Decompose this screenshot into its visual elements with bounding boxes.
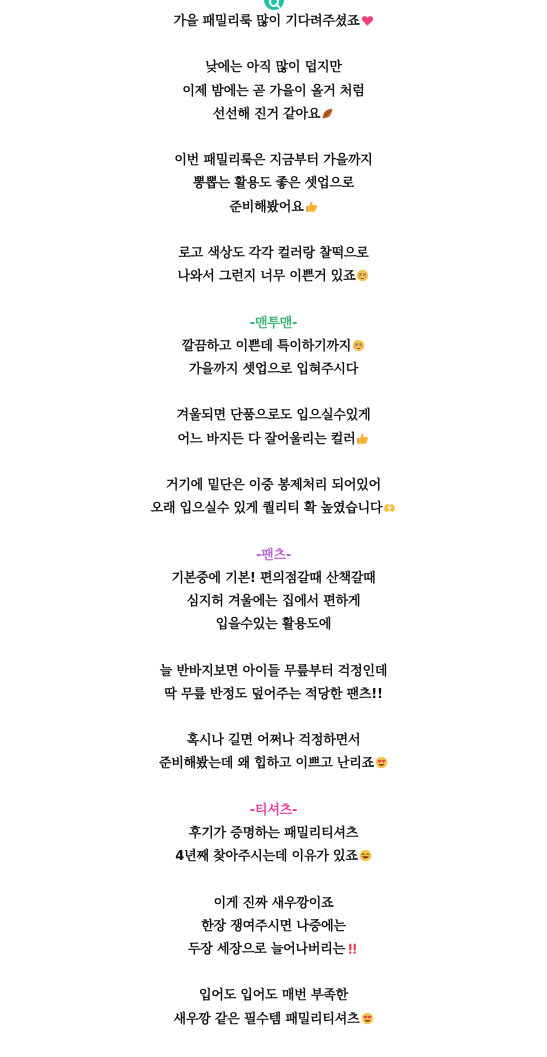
grinning-face-icon bbox=[359, 849, 372, 862]
double-exclamation-icon bbox=[346, 942, 359, 955]
intro-line-8: 로고 색상도 각각 컬러랑 찰떡으로 bbox=[178, 245, 369, 261]
heart-eyes-icon bbox=[375, 756, 388, 769]
flushed-face-icon bbox=[356, 269, 369, 282]
mantoman-line-5: 거기에 밑단은 이중 봉제처리 되어있어 bbox=[165, 477, 382, 493]
mantoman-heading: -맨투맨- bbox=[249, 315, 298, 331]
tshirts-line-6: 입어도 입어도 매번 부족한 bbox=[199, 988, 348, 1004]
post-body bbox=[0, 10, 547, 1031]
intro-line-1: 가을 패밀리룩 많이 기다려주셨죠 bbox=[0, 10, 547, 33]
pants-line-5: 딱 무릎 반정도 덮어주는 적당한 팬츠!! bbox=[164, 686, 383, 702]
intro-line-7: 준비해봤어요 bbox=[0, 196, 547, 219]
tshirts-line-4: 한장 쟁여주시면 나중에는 bbox=[201, 918, 346, 934]
intro-line-2: 낮에는 아직 많이 덥지만 bbox=[205, 60, 342, 76]
tshirts-section bbox=[0, 799, 547, 1031]
heart-eyes-icon bbox=[361, 1012, 374, 1025]
intro-line-6: 뽕뽑는 활용도 좋은 셋업으로 bbox=[192, 176, 355, 192]
pants-line-7: 준비해봤는데 왜 힙하고 이쁘고 난리죠 bbox=[0, 752, 547, 775]
pants-heading: -팬츠- bbox=[255, 547, 292, 563]
thumbs-up-icon bbox=[356, 432, 369, 445]
flushed-face-icon bbox=[352, 339, 365, 352]
mantoman-line-2: 가을까지 셋업으로 입혀주시다 bbox=[188, 361, 359, 377]
thumbs-up-icon bbox=[305, 200, 318, 213]
intro-section bbox=[0, 10, 547, 312]
pants-line-1: 기본중에 기본! 편의점갈때 산책갈때 bbox=[171, 570, 376, 586]
tshirts-line-3: 이게 진짜 새우깡이죠 bbox=[213, 895, 334, 911]
intro-line-5: 이번 패밀리룩은 지금부터 가을까지 bbox=[174, 153, 373, 169]
mantoman-line-6: 오래 입으실수 있게 퀄리티 확 높였습니다 bbox=[0, 497, 547, 520]
mantoman-section bbox=[0, 312, 547, 544]
tshirts-line-7: 새우깡 같은 필수템 패밀리티셔츠 bbox=[0, 1008, 547, 1031]
pants-line-6: 혹시나 길면 어쩌나 걱정하면서 bbox=[186, 733, 361, 749]
intro-line-9: 나와서 그런지 너무 이쁜거 있죠 bbox=[0, 265, 547, 288]
tshirts-heading: -티셔츠- bbox=[249, 802, 298, 818]
intro-line-3: 이제 밤에는 곧 가을이 올거 처럼 bbox=[182, 83, 365, 99]
pants-section bbox=[0, 544, 547, 799]
pink-heart-icon bbox=[361, 14, 374, 27]
pants-line-4: 늘 반바지보면 아이들 무릎부터 걱정인데 bbox=[159, 663, 388, 679]
app-badge-icon bbox=[264, 0, 284, 10]
quote-icon bbox=[268, 0, 280, 8]
mantoman-line-4: 어느 바지든 다 잘어울리는 컬러 bbox=[0, 428, 547, 451]
leaf-icon bbox=[321, 107, 334, 120]
tshirts-line-2: 4년째 찾아주시는데 이유가 있죠 bbox=[0, 845, 547, 868]
tshirts-line-5: 두장 세장으로 늘어나버리는 bbox=[0, 938, 547, 961]
mantoman-line-3: 겨울되면 단품으로도 입으실수있게 bbox=[176, 408, 371, 424]
heart-hands-icon bbox=[383, 501, 396, 514]
pants-line-2: 심지허 겨울에는 집에서 편하게 bbox=[186, 593, 361, 609]
mantoman-line-1: 깔끔하고 이쁜데 특이하기까지 bbox=[0, 335, 547, 358]
tshirts-line-1: 후기가 증명하는 패밀리티셔츠 bbox=[188, 825, 359, 841]
pants-line-3: 입을수있는 활용도에 bbox=[215, 617, 332, 633]
intro-line-4: 선선해 진거 같아요 bbox=[0, 103, 547, 126]
